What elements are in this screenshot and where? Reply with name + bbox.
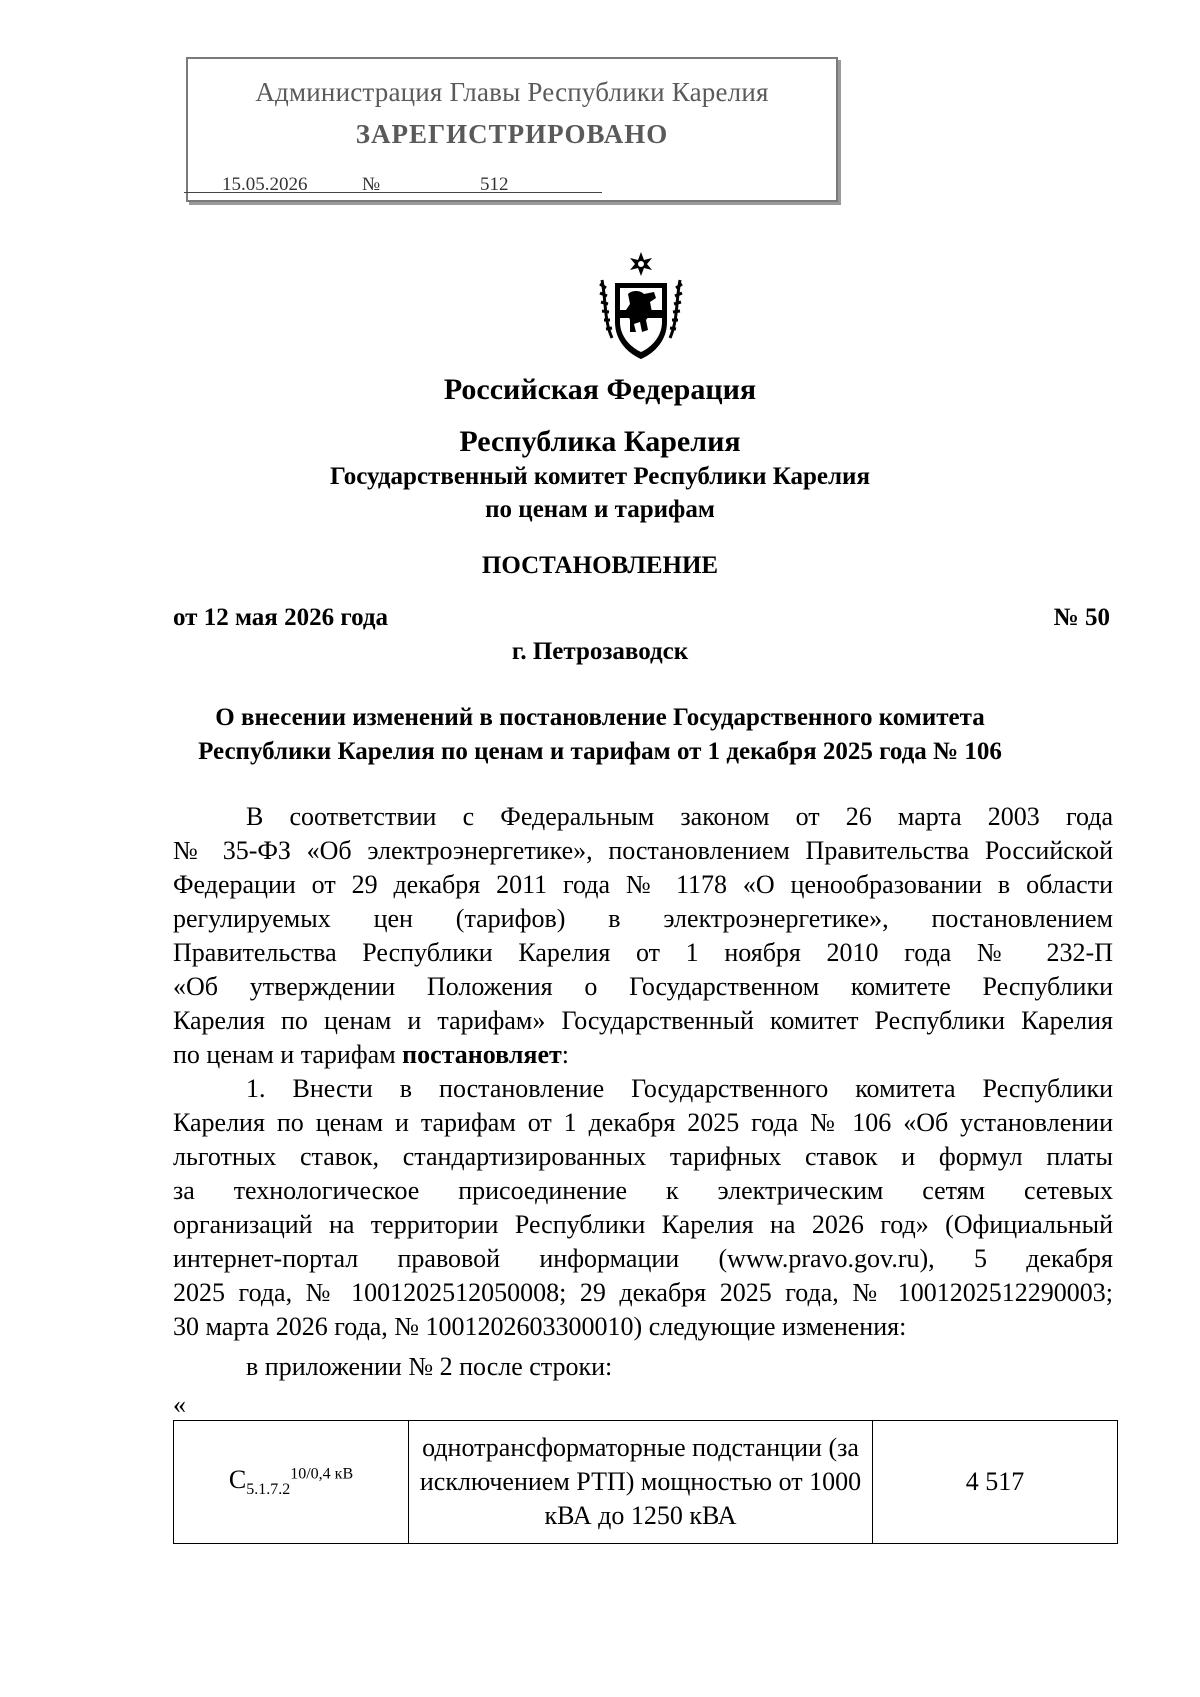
preamble-line: Правительства Республики Карелия от 1 ноября 2010 года № 232-П <box>173 938 1113 967</box>
preamble-last-line <box>173 1038 1113 1072</box>
registration-stamp <box>186 57 838 202</box>
coat-of-arms-icon <box>596 250 686 362</box>
document-type: ПОСТАНОВЛЕНИЕ <box>481 552 719 579</box>
preamble-last-prefix: по ценам и тарифам <box>173 1040 403 1069</box>
country-heading: Российская Федерация <box>443 373 757 406</box>
preamble-last-suffix: : <box>561 1040 570 1069</box>
item-1-line: 2025 года, № 1001202512050008; 29 декабря 2025 года, № 1001202512290003; <box>173 1278 1113 1307</box>
appendix-note: в приложении № 2 после строки: <box>246 1352 613 1381</box>
committee-heading-line2: по ценам и тарифам <box>485 496 715 523</box>
rate-code-subscript: 5.1.7.2 <box>246 1481 291 1499</box>
stamp-number: 512 <box>480 174 509 195</box>
item-1-line: 1. Внести в постановление Государственного комитета Республики <box>246 1074 1113 1103</box>
preamble-line: № 35-ФЗ «Об электроэнергетике», постановлением Правительства Российской <box>173 836 1113 865</box>
preamble-paragraph <box>173 800 1113 1072</box>
rates-table <box>173 1420 1118 1544</box>
document-date: от 12 мая 2026 года <box>173 604 388 631</box>
item-1-line: за технологическое присоединение к электрическим сетям сетевых <box>173 1176 1113 1205</box>
stamp-organization: Администрация Главы Республики Карелия <box>255 77 769 107</box>
item-1-line: 30 марта 2026 года, № 1001202603300010) следующие изменения: <box>173 1312 907 1341</box>
item-1-line: льготных ставок, стандартизированных тарифных ставок и формул платы <box>173 1142 1113 1171</box>
preamble-line: В соответствии с Федеральным законом от 26 марта 2003 года <box>246 802 1113 831</box>
republic-heading: Республика Карелия <box>459 425 741 458</box>
item-1-paragraph <box>173 1072 1113 1344</box>
open-quote: « <box>173 1390 186 1419</box>
document-title-line2: Республики Карелия по ценам и тарифам от 1 декабря 2025 года № 106 <box>198 738 1002 765</box>
rate-description-cell: однотрансформаторные подстанции (за исключением РТП) мощностью от 1000 кВА до 1250 кВА <box>409 1421 873 1544</box>
preamble-emphasis: постановляет <box>402 1040 562 1069</box>
item-1-line: организаций на территории Республики Карелия на 2026 год» (Официальный <box>173 1210 1113 1239</box>
rate-code-superscript: 10/0,4 кВ <box>290 1465 354 1483</box>
document-number: № 50 <box>1053 604 1110 631</box>
preamble-line: Федерации от 29 декабря 2011 года № 1178 «О ценообразовании в области <box>173 870 1113 899</box>
stamp-date: 15.05.2026 <box>222 174 308 195</box>
item-1-line: Карелия по ценам и тарифам от 1 декабря 2025 года № 106 «Об установлении <box>173 1108 1113 1137</box>
document-city: г. Петрозаводск <box>511 638 689 665</box>
star-icon <box>630 252 652 276</box>
rate-value-cell: 4 517 <box>873 1421 1118 1544</box>
preamble-line: регулируемых цен (тарифов) в электроэнергетике», постановлением <box>173 904 1113 933</box>
rate-code-base: С <box>228 1464 247 1494</box>
rate-code-cell <box>174 1421 409 1544</box>
stamp-status: ЗАРЕГИСТРИРОВАНО <box>355 119 669 149</box>
item-1-line: интернет-портал правовой информации (www.pravo.gov.ru), 5 декабря <box>173 1244 1113 1273</box>
preamble-line: Карелия по ценам и тарифам» Государственный комитет Республики Карелия <box>173 1006 1113 1035</box>
committee-heading-line1: Государственный комитет Республики Карелия <box>330 463 870 490</box>
stamp-number-label: № <box>362 174 381 195</box>
document-title-line1: О внесении изменений в постановление Государственного комитета <box>215 704 985 731</box>
preamble-line: «Об утверждении Положения о Государственном комитете Республики <box>173 972 1113 1001</box>
table-row <box>174 1421 1118 1544</box>
